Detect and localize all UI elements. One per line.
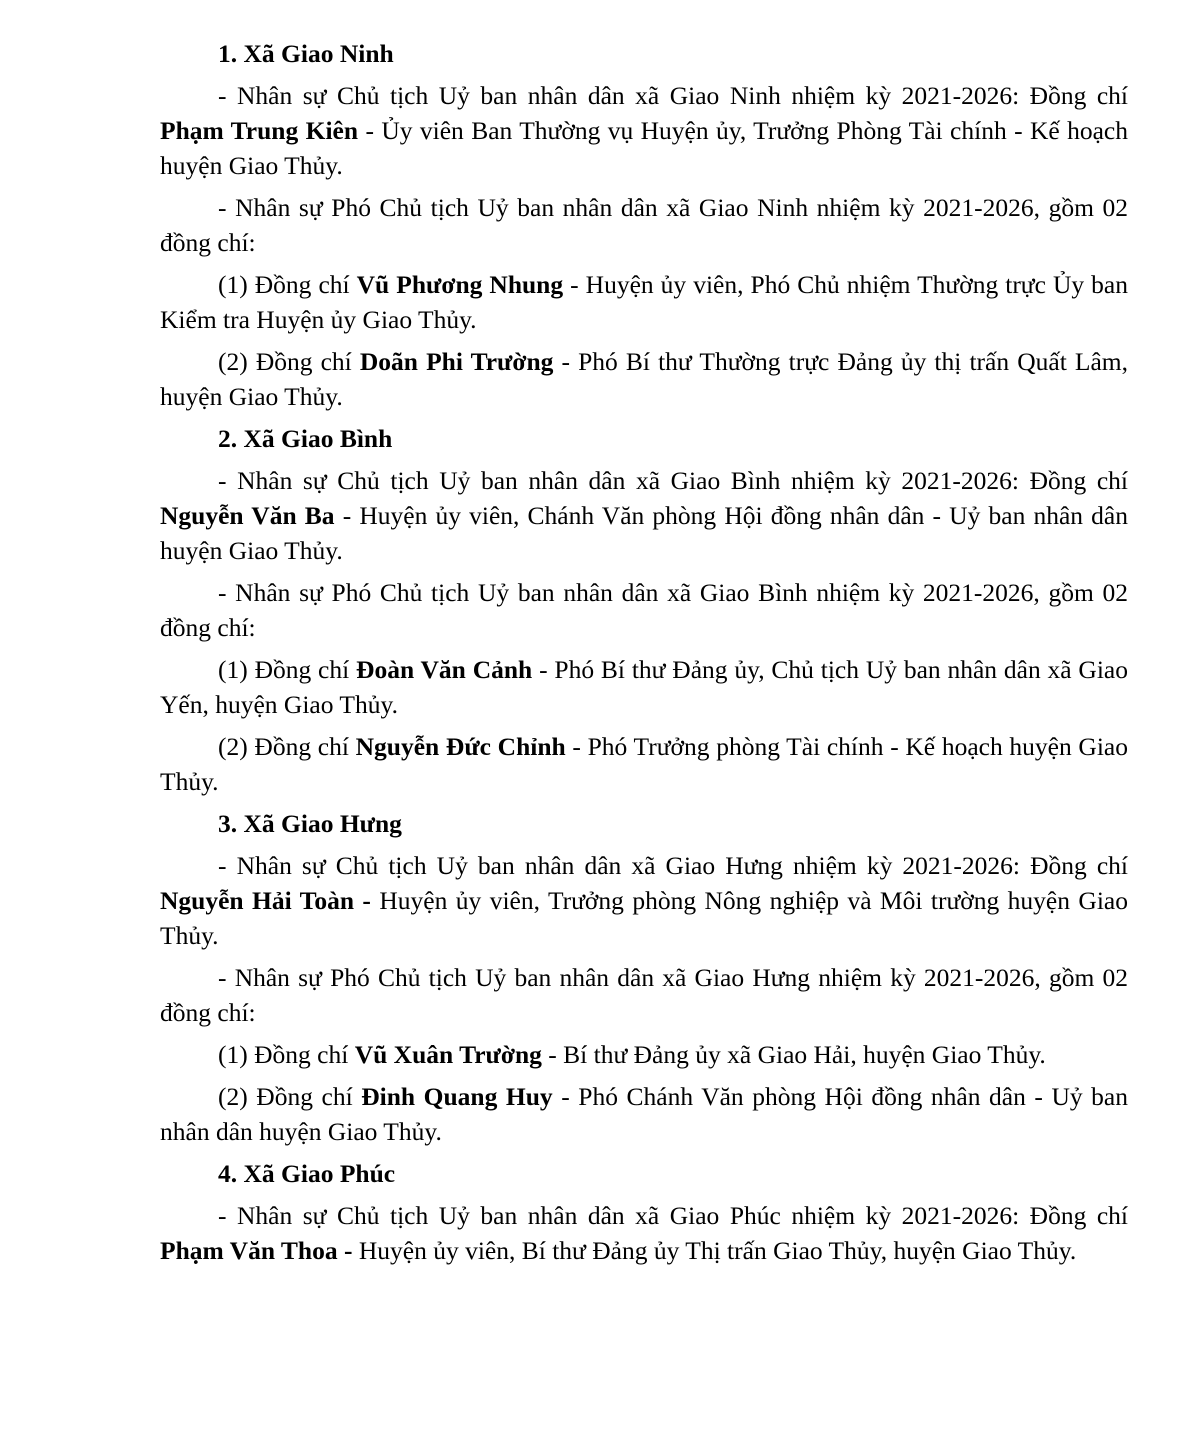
person-name: Đoàn Văn Cảnh <box>356 655 533 684</box>
paragraph-text: - Nhân sự Phó Chủ tịch Uỷ ban nhân dân xã Giao Hưng nhiệm kỳ 2021-2026, gồm 02 đồng chí: <box>160 963 1128 1027</box>
paragraph-text: - Ủy viên Ban Thường vụ Huyện ủy, Trưởng Phòng Tài chính - Kế hoạch huyện Giao Thủy. <box>160 116 1128 180</box>
section-giao-phuc <box>160 1156 1128 1268</box>
paragraph-text: (2) Đồng chí <box>218 1082 362 1111</box>
paragraph <box>160 1079 1128 1149</box>
paragraph <box>160 729 1128 799</box>
paragraph-text: (2) Đồng chí <box>218 347 360 376</box>
paragraph-text: (1) Đồng chí <box>218 1040 355 1069</box>
section-giao-binh <box>160 421 1128 799</box>
paragraph <box>160 575 1128 645</box>
section-heading: 4. Xã Giao Phúc <box>218 1159 396 1188</box>
paragraph <box>160 190 1128 260</box>
paragraph-text: - Bí thư Đảng ủy xã Giao Hải, huyện Giao Thủy. <box>541 1040 1046 1069</box>
paragraph-text: - Nhân sự Phó Chủ tịch Uỷ ban nhân dân xã Giao Bình nhiệm kỳ 2021-2026, gồm 02 đồng chí: <box>160 578 1128 642</box>
paragraph <box>160 848 1128 953</box>
paragraph-text: - Phó Bí thư Đảng ủy, Chủ tịch Uỷ ban nhân dân xã Giao Yến, huyện Giao Thủy. <box>160 655 1128 719</box>
paragraph-text: (1) Đồng chí <box>218 655 357 684</box>
paragraph-text: - Nhân sự Chủ tịch Uỷ ban nhân dân xã Giao Phúc nhiệm kỳ 2021-2026: Đồng chí <box>218 1201 1128 1230</box>
paragraph-text: - Phó Bí thư Thường trực Đảng ủy thị trấn Quất Lâm, huyện Giao Thủy. <box>160 347 1128 411</box>
paragraph <box>160 960 1128 1030</box>
paragraph-text: - Nhân sự Chủ tịch Uỷ ban nhân dân xã Giao Bình nhiệm kỳ 2021-2026: Đồng chí <box>218 466 1128 495</box>
person-name: Phạm Văn Thoa - <box>160 1236 353 1265</box>
person-name: Nguyễn Văn Ba <box>160 501 335 530</box>
person-name: Vũ Phương Nhung <box>356 270 564 299</box>
person-name: Nguyễn Hải Toàn - <box>160 886 371 915</box>
person-name: Phạm Trung Kiên <box>160 116 359 145</box>
person-name: Doãn Phi Trường <box>359 347 554 376</box>
paragraph <box>160 344 1128 414</box>
person-name: Đinh Quang Huy <box>361 1082 553 1111</box>
paragraph-text: - Nhân sự Phó Chủ tịch Uỷ ban nhân dân xã Giao Ninh nhiệm kỳ 2021-2026, gồm 02 đồng chí: <box>160 193 1128 257</box>
paragraph-text: Huyện ủy viên, Trưởng phòng Nông nghiệp và Môi trường huyện Giao Thủy. <box>160 886 1128 950</box>
section-heading: 3. Xã Giao Hưng <box>218 809 402 838</box>
paragraph-text: - Phó Chánh Văn phòng Hội đồng nhân dân - Uỷ ban nhân dân huyện Giao Thủy. <box>160 1082 1128 1146</box>
paragraph <box>160 652 1128 722</box>
paragraph-text: - Phó Trưởng phòng Tài chính - Kế hoạch huyện Giao Thủy. <box>160 732 1128 796</box>
document-page <box>160 36 1128 1275</box>
paragraph <box>160 463 1128 568</box>
paragraph <box>160 78 1128 183</box>
section-heading: 2. Xã Giao Bình <box>218 424 393 453</box>
section-heading: 1. Xã Giao Ninh <box>218 39 394 68</box>
paragraph-text: - Nhân sự Chủ tịch Uỷ ban nhân dân xã Giao Ninh nhiệm kỳ 2021-2026: Đồng chí <box>218 81 1128 110</box>
paragraph-text: (2) Đồng chí <box>218 732 356 761</box>
section-giao-ninh <box>160 36 1128 414</box>
paragraph-text: (1) Đồng chí <box>218 270 357 299</box>
paragraph <box>160 267 1128 337</box>
section-giao-hung <box>160 806 1128 1149</box>
paragraph-text: - Huyện ủy viên, Chánh Văn phòng Hội đồng nhân dân - Uỷ ban nhân dân huyện Giao Thủy. <box>160 501 1128 565</box>
person-name: Vũ Xuân Trường <box>354 1040 542 1069</box>
paragraph-text: - Huyện ủy viên, Phó Chủ nhiệm Thường trực Ủy ban Kiểm tra Huyện ủy Giao Thủy. <box>160 270 1128 334</box>
person-name: Nguyễn Đức Chỉnh <box>355 732 566 761</box>
paragraph-text: Huyện ủy viên, Bí thư Đảng ủy Thị trấn Giao Thủy, huyện Giao Thủy. <box>352 1236 1077 1265</box>
paragraph <box>160 1198 1128 1268</box>
paragraph-text: - Nhân sự Chủ tịch Uỷ ban nhân dân xã Giao Hưng nhiệm kỳ 2021-2026: Đồng chí <box>218 851 1128 880</box>
paragraph <box>160 1037 1128 1072</box>
